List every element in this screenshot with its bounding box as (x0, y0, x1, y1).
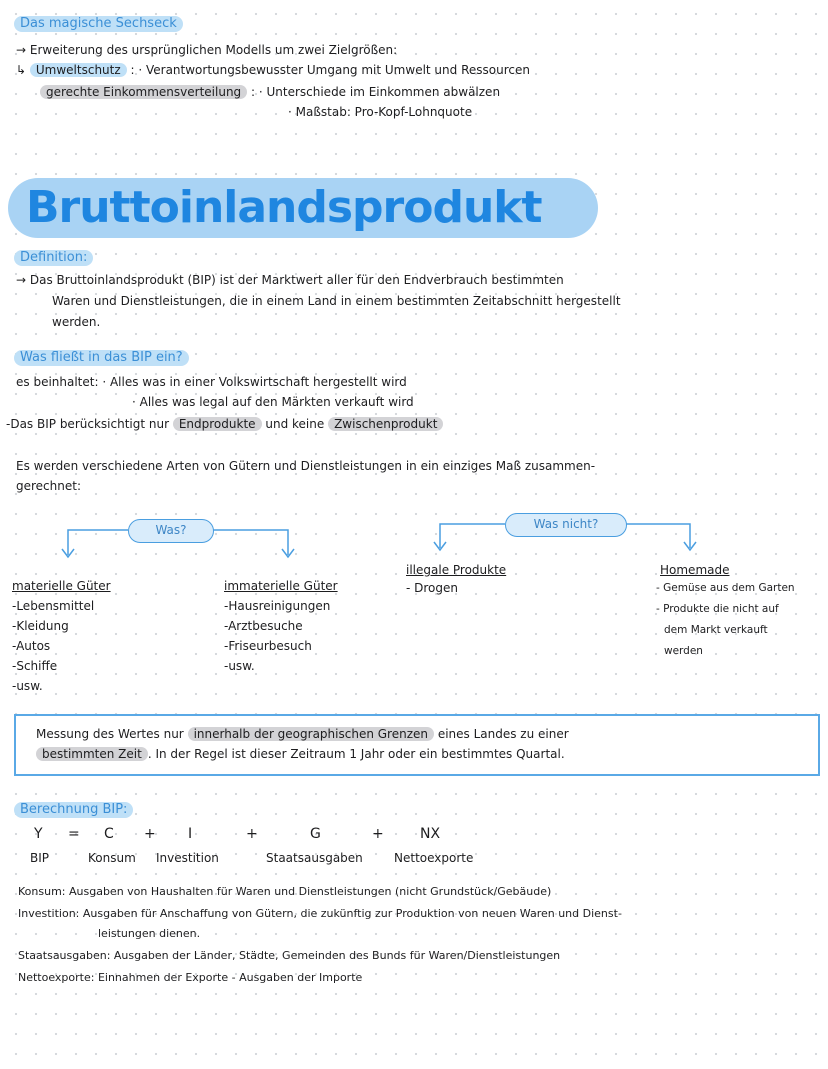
umweltschutz-label: Umweltschutz (30, 63, 127, 77)
label-investition: Investition (156, 851, 219, 865)
label-bip: BIP (30, 851, 50, 865)
box-line1-post: eines Landes zu einer (437, 727, 569, 741)
formula-plus-2: + (246, 826, 258, 842)
umweltschutz-text: : · Verantwortungsbewusster Umgang mit Umwelt und Ressourcen (130, 63, 530, 77)
was-bubble: Was? (128, 519, 214, 543)
zeit-highlight: bestimmten Zeit (36, 747, 148, 761)
einkommen-label: gerechte Einkommensverteilung (40, 85, 247, 99)
investition-definition-2: leistungen dienen. (98, 927, 201, 940)
endprodukte-highlight: Endprodukte (173, 417, 262, 431)
was-nicht-bubble: Was nicht? (505, 513, 627, 537)
formula-eq: = (68, 826, 80, 842)
formula-c: C (104, 826, 114, 842)
list-item: -Autos (12, 639, 51, 653)
measurement-info-box (14, 714, 820, 776)
investition-definition-1: Investition: Ausgaben für Anschaffung von Gütern, die zukünftig zur Produktion von neuen Waren und Dienst- (18, 907, 622, 920)
box-line1-pre: Messung des Wertes nur (36, 727, 184, 741)
definition-line-3: werden. (52, 315, 101, 329)
box-line-1 (36, 726, 569, 742)
main-title: Bruttoinlandsprodukt (8, 178, 598, 238)
list-item: -Schiffe (12, 659, 58, 673)
formula-plus-1: + (144, 826, 156, 842)
sechseck-line-4: · Maßstab: Pro-Kopf-Lohnquote (288, 105, 473, 119)
bip-content-line-2: · Alles was legal auf den Märkten verkauft wird (132, 395, 414, 409)
list-item: - Gemüse aus dem Garten (656, 582, 795, 594)
staatsausgaben-definition: Staatsausgaben: Ausgaben der Länder, Städte, Gemeinden des Bunds für Waren/Dienstleistungen (18, 949, 561, 962)
bip-line3-pre: -Das BIP berücksichtigt nur (6, 417, 170, 431)
bip-content-line-5: gerechnet: (16, 479, 81, 493)
grenzen-highlight: innerhalb der geographischen Grenzen (188, 727, 434, 741)
section-title-sechseck: Das magische Sechseck (14, 16, 183, 32)
einkommen-text: : · Unterschiede im Einkommen abwälzen (251, 85, 501, 99)
definition-line-2: Waren und Dienstleistungen, die in einem Land in einem bestimmten Zeitabschnitt hergestellt (52, 294, 621, 308)
bip-content-line-4: Es werden verschiedene Arten von Gütern und Dienstleistungen in ein einziges Maß zusammen- (16, 459, 596, 473)
box-line2-post: . In der Regel ist dieser Zeitraum 1 Jahr oder ein bestimmtes Quartal. (147, 747, 565, 761)
nettoexporte-definition: Nettoexporte: Einnahmen der Exporte - Ausgaben der Importe (18, 971, 363, 984)
immaterielle-gueter-heading: immaterielle Güter (224, 579, 338, 593)
materielle-gueter-heading: materielle Güter (12, 579, 111, 593)
formula-i: I (188, 826, 193, 842)
list-item: -usw. (12, 679, 43, 693)
sechseck-line-2: ↳ Umweltschutz : · Verantwortungsbewusster Umgang mit Umwelt und Ressourcen (16, 63, 530, 77)
homemade-list (656, 580, 795, 664)
definition-line-1: → Das Bruttoinlandsprodukt (BIP) ist der Marktwert aller für den Endverbrauch bestimmten (16, 273, 564, 287)
label-nettoexporte: Nettoexporte (394, 851, 474, 865)
immaterielle-gueter-list (224, 598, 330, 678)
formula-y: Y (34, 826, 43, 842)
formula-plus-3: + (372, 826, 384, 842)
list-item: -usw. (224, 659, 255, 673)
label-konsum: Konsum (88, 851, 136, 865)
box-line-2 (36, 746, 565, 762)
formula-nx: NX (420, 826, 441, 842)
label-staatsausgaben: Staatsausgaben (266, 851, 363, 865)
list-item: - Produkte die nicht auf (656, 603, 779, 615)
list-item: -Hausreinigungen (224, 599, 331, 613)
list-item: - Drogen (406, 581, 459, 595)
materielle-gueter-list (12, 598, 94, 698)
formula-g: G (310, 826, 321, 842)
list-item: -Arztbesuche (224, 619, 303, 633)
illegale-produkte-heading: illegale Produkte (406, 563, 507, 577)
list-item: -Friseurbesuch (224, 639, 312, 653)
berechnung-heading: Berechnung BIP: (14, 802, 133, 818)
list-item: dem Markt verkauft (664, 624, 768, 636)
bip-line3-mid: und keine (265, 417, 325, 431)
homemade-heading: Homemade (660, 563, 730, 577)
bip-content-line-1: es beinhaltet: · Alles was in einer Volkswirtschaft hergestellt wird (16, 375, 407, 389)
zwischenprodukt-highlight: Zwischenprodukt (328, 417, 443, 431)
sechseck-line-1: → Erweiterung des ursprünglichen Modells um zwei Zielgrößen: (16, 43, 398, 57)
konsum-definition: Konsum: Ausgaben von Haushalten für Waren und Dienstleistungen (nicht Grundstück/Gebäude) (18, 885, 552, 898)
list-item: -Kleidung (12, 619, 69, 633)
definition-heading: Definition: (14, 250, 93, 266)
list-item: werden (664, 645, 703, 657)
bip-content-heading: Was fließt in das BIP ein? (14, 350, 189, 366)
list-item: -Lebensmittel (12, 599, 95, 613)
